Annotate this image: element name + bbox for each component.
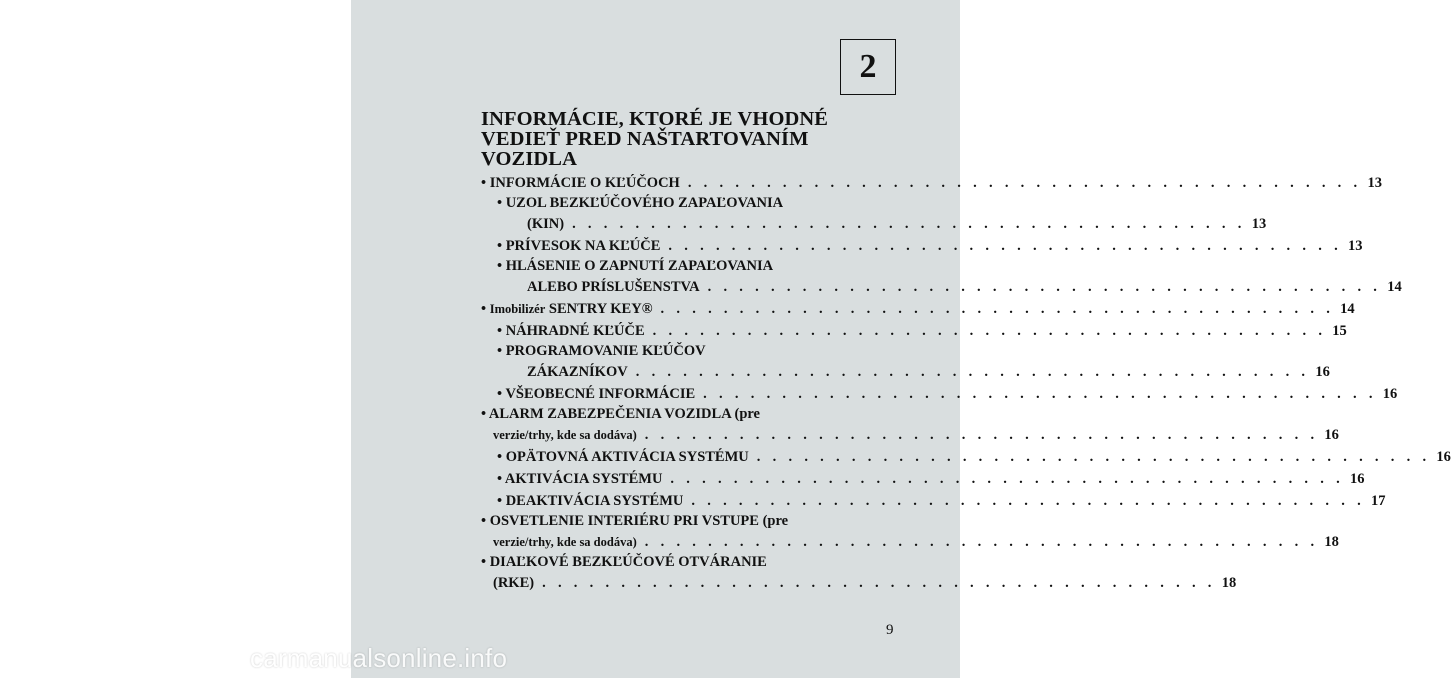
chapter-title-line: VEDIEŤ PRED NAŠTARTOVANÍM (481, 128, 809, 150)
toc-leader-dots: . . . . . . . . . . . . . . . . . . . . . . . . . . . . . . . . . . . . . . . . . . . (635, 364, 1310, 380)
toc-entry-label: • VŠEOBECNÉ INFORMÁCIE (497, 386, 696, 402)
toc-leader-dots: . . . . . . . . . . . . . . . . . . . . . . . . . . . . . . . . . . . . . . . . . . . (687, 175, 1362, 191)
toc-entry-label-small: Imobilizér (489, 302, 546, 316)
toc-entry[interactable] (481, 172, 1382, 194)
toc-entry-label: • OPÄTOVNÁ AKTIVÁCIA SYSTÉMU (497, 449, 749, 465)
toc-page-number: 17 (1371, 493, 1386, 509)
toc-entry[interactable] (481, 553, 1237, 594)
toc-leader-dots: . . . . . . . . . . . . . . . . . . . . . . . . . . . . . . . . . . . . . . . . . . . (707, 279, 1382, 295)
toc-entry-label: • AKTIVÁCIA SYSTÉMU (497, 471, 663, 487)
toc-leader-dots: . . . . . . . . . . . . . . . . . . . . . . . . . . . . . . . . . . . . . . . . . . . (542, 575, 1216, 591)
toc-entry-label: • PROGRAMOVANIE KĽÚČOV (497, 343, 706, 359)
toc-page-number: 14 (1340, 301, 1355, 317)
toc-page-number: 16 (1382, 386, 1398, 402)
toc-entry-label-continued: verzie/trhy, kde sa dodáva) (493, 535, 637, 549)
toc-page-number: 16 (1436, 449, 1451, 465)
toc-page-number: 13 (1348, 238, 1363, 254)
toc-page-number: 16 (1324, 427, 1339, 443)
toc-entry[interactable] (481, 446, 1451, 468)
toc-entry-label: • UZOL BEZKĽÚČOVÉHO ZAPAĽOVANIA (497, 195, 784, 211)
toc-entry-label: • ALARM ZABEZPEČENIA VOZIDLA (pre (481, 406, 760, 422)
toc-leader-dots: . . . . . . . . . . . . . . . . . . . . . . . . . . . . . . . . . . . . . . . . . . . (691, 493, 1365, 509)
toc-leader-dots: . . . . . . . . . . . . . . . . . . . . . . . . . . . . . . . . . . . . . . . . . . . (703, 386, 1377, 402)
toc-leader-dots: . . . . . . . . . . . . . . . . . . . . . . . . . . . . . . . . . . . . . . . . . . . (670, 471, 1345, 487)
toc-leader-dots: . . . . . . . . . . . . . . . . . . . . . . . . . . . . . . . . . . . . . . . . . . . (572, 216, 1246, 232)
toc-entry-label (481, 298, 653, 320)
toc-leader-dots: . . . . . . . . . . . . . . . . . . . . . . . . . . . . . . . . . . . . . . . . . . . (644, 427, 1319, 443)
blank-left-page (0, 0, 351, 678)
toc-entry[interactable] (481, 320, 1347, 342)
toc-page-number: 13 (1367, 175, 1382, 191)
chapter-number: 2 (859, 48, 877, 85)
toc-entry-label-continued: (RKE) (493, 575, 535, 591)
toc-entry[interactable] (481, 383, 1398, 405)
toc-entry-label: • OSVETLENIE INTERIÉRU PRI VSTUPE (pre (481, 513, 789, 529)
toc-page-number: 16 (1350, 471, 1365, 487)
toc-entry[interactable] (481, 298, 1355, 320)
toc-bullet: • (481, 301, 490, 317)
toc-leader-dots: . . . . . . . . . . . . . . . . . . . . . . . . . . . . . . . . . . . . . . . . . . . (756, 449, 1431, 465)
toc-entry[interactable] (481, 235, 1363, 257)
toc-page-number: 15 (1332, 323, 1347, 339)
toc-entry-label: • NÁHRADNÉ KĽÚČE (497, 323, 645, 339)
toc-page-number: 16 (1315, 364, 1330, 380)
toc-entry-label: • HLÁSENIE O ZAPNUTÍ ZAPAĽOVANIA (497, 258, 774, 274)
toc-entry-label-rest: SENTRY KEY® (545, 301, 653, 317)
page-number: 9 (886, 622, 894, 638)
toc-entry[interactable] (481, 512, 1339, 553)
toc-entry-label-continued: verzie/trhy, kde sa dodáva) (493, 428, 637, 442)
toc-entry-label-continued: ZÁKAZNÍKOV (527, 364, 628, 380)
toc-page-number: 13 (1251, 216, 1267, 232)
toc-entry-label-continued: ALEBO PRÍSLUŠENSTVA (527, 279, 700, 295)
toc-entry[interactable] (481, 468, 1365, 490)
toc-entry[interactable] (481, 257, 1402, 298)
toc-entry[interactable] (481, 490, 1386, 512)
site-watermark: carmanualsonline.info (250, 643, 508, 673)
toc-entry[interactable] (481, 405, 1339, 446)
toc-page-number: 18 (1221, 575, 1237, 591)
toc-entry-label: • DIAĽKOVÉ BEZKĽÚČOVÉ OTVÁRANIE (481, 554, 767, 570)
toc-entry-label: • PRÍVESOK NA KĽÚČE (497, 238, 661, 254)
chapter-number-box (840, 39, 896, 95)
chapter-title (481, 109, 861, 169)
chapter-title-line: VOZIDLA (481, 148, 577, 170)
toc-page-number: 18 (1324, 534, 1339, 550)
toc-leader-dots: . . . . . . . . . . . . . . . . . . . . . . . . . . . . . . . . . . . . . . . . . . . (660, 301, 1335, 317)
toc-entry-label: • DEAKTIVÁCIA SYSTÉMU (497, 493, 684, 509)
document-page (351, 0, 1451, 678)
toc-leader-dots: . . . . . . . . . . . . . . . . . . . . . . . . . . . . . . . . . . . . . . . . . . . (644, 534, 1319, 550)
chapter-title-line: INFORMÁCIE, KTORÉ JE VHODNÉ (481, 108, 829, 130)
toc-entry-label-continued: (KIN) (527, 216, 565, 232)
toc-leader-dots: . . . . . . . . . . . . . . . . . . . . . . . . . . . . . . . . . . . . . . . . . . . (668, 238, 1343, 254)
toc-entry-label: • INFORMÁCIE O KĽÚČOCH (481, 175, 680, 191)
table-of-contents (481, 172, 1451, 594)
toc-page-number: 14 (1387, 279, 1402, 295)
toc-leader-dots: . . . . . . . . . . . . . . . . . . . . . . . . . . . . . . . . . . . . . . . . . . . (652, 323, 1327, 339)
toc-entry[interactable] (481, 194, 1267, 235)
toc-entry[interactable] (481, 342, 1330, 383)
